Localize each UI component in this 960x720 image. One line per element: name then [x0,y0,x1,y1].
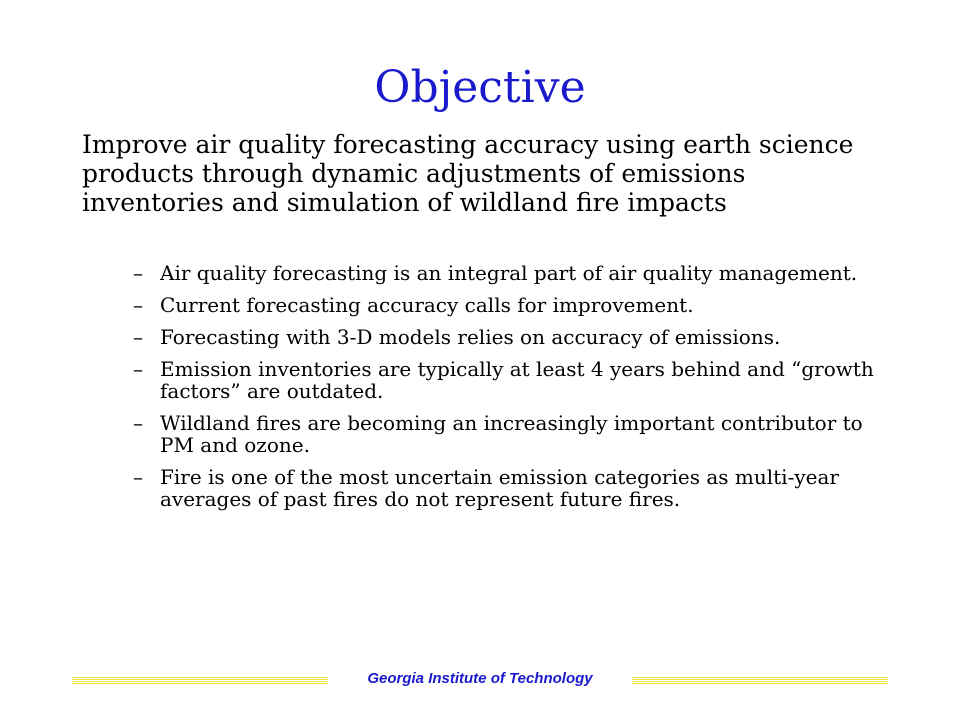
slide-title: Objective [374,62,586,113]
bullet-text: Current forecasting accuracy calls for improvement. [160,293,694,317]
footer-institution: Georgia Institute of Technology [367,670,593,687]
bullet-item [133,326,893,348]
bullet-item [133,294,893,316]
bullet-text: Wildland fires are becoming an increasingly important contributor to PM and ozone. [160,411,863,457]
bullet-dash: – [133,357,143,381]
bullet-dash: – [133,293,143,317]
bullet-list [133,262,893,520]
bullet-dash: – [133,411,143,435]
bullet-item [133,412,893,456]
bullet-item [133,466,893,510]
footer-divider-right [632,677,888,685]
objective-statement: Improve air quality forecasting accuracy using earth science products through dynamic adjustments of emissions inventories and simulation of wildland fire impacts [82,130,854,217]
bullet-dash: – [133,325,143,349]
bullet-text: Air quality forecasting is an integral part of air quality management. [160,261,858,285]
bullet-item [133,358,893,402]
footer-divider-left [72,677,328,685]
bullet-text: Forecasting with 3-D models relies on accuracy of emissions. [160,325,781,349]
slide-footer [0,668,960,692]
bullet-dash: – [133,261,143,285]
bullet-dash: – [133,465,143,489]
bullet-item [133,262,893,284]
bullet-text: Emission inventories are typically at least 4 years behind and “growth factors” are outdated. [160,357,874,403]
bullet-text: Fire is one of the most uncertain emission categories as multi-year averages of past fires do not represent future fires. [160,465,839,511]
